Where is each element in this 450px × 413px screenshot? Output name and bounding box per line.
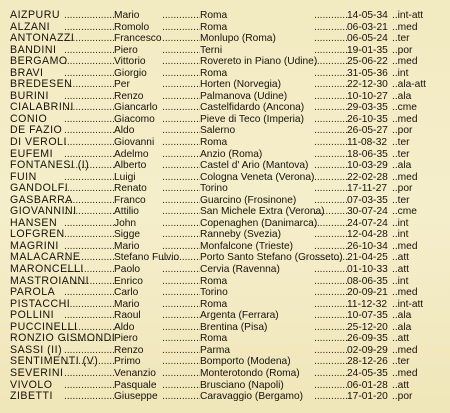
dot-leader [64,368,114,380]
player-role: ..med [392,287,418,299]
player-surname: GANDOLFI [10,182,69,195]
player-role: ..ter [392,148,410,160]
player-birthplace: Copenaghen (Danimarca) [200,217,318,229]
player-first-name: Per [114,79,130,91]
player-birth-date: 06-01-28 [347,379,388,391]
dot-leader [314,345,347,357]
player-birth-date: 24-07-24 [347,217,388,229]
dot-leader [314,218,347,230]
dot-leader [64,10,114,22]
player-birthplace: Guarcino (Frosinone) [200,194,297,206]
player-birthplace: Roma [200,10,228,21]
player-first-name: Mario [114,240,140,252]
player-birth-date: 01-10-33 [347,264,388,276]
dot-leader [162,276,200,288]
player-birth-date: 06-05-24 [347,33,388,45]
player-role: ..ala [392,90,412,102]
player-first-name: Giorgio [114,67,147,79]
player-surname: MASTROIANNI [10,274,90,287]
player-birth-date: 30-07-24 [347,206,388,218]
player-surname: ANTONAZZI [10,32,75,45]
dot-leader [314,183,347,195]
dot-leader [314,102,347,114]
dot-leader [314,79,347,91]
player-surname: ZIBETTI [10,390,53,403]
player-birth-date: 22-12-30 [347,79,388,91]
player-birth-date: 14-05-34 [347,10,388,21]
player-role: ..med [392,113,418,125]
player-birthplace: Caravaggio (Bergamo) [200,391,304,403]
player-birthplace: Roma [200,333,228,345]
player-birthplace: Brentina (Pisa) [200,321,268,333]
roster-row [10,183,450,195]
player-birth-date: 21-04-25 [347,252,388,264]
dot-leader [314,22,347,34]
dot-leader [162,10,200,22]
player-surname: GIOVANNINI [10,205,77,218]
player-birthplace: Ranneby (Svezia) [200,229,281,241]
dot-leader [64,56,114,68]
player-birth-date: 17-11-27 [347,183,388,195]
player-birth-date: 26-05-27 [347,125,388,137]
dot-leader [314,229,347,241]
player-role: ..att [392,379,409,391]
roster-row [10,287,450,299]
player-surname: BANDINI [10,43,57,56]
player-role: ..por [392,44,413,56]
player-birth-date: 17-01-20 [347,391,388,403]
dot-leader [314,276,347,288]
dot-leader [64,137,114,149]
roster-row [10,218,450,230]
roster-row [10,160,450,172]
player-surname: POLLINI [10,309,55,322]
dot-leader [162,56,200,68]
dot-leader [314,33,347,45]
player-role: ..por [392,183,413,195]
player-role: ..med [392,240,418,252]
player-surname: PAROLA [10,286,56,299]
player-first-name: Giancarlo [114,102,158,114]
player-birthplace: Salerno [200,125,236,137]
player-surname: EUFEMI [10,147,54,160]
dot-leader [314,91,347,103]
dot-leader [64,287,114,299]
player-role: ..por [392,125,413,137]
player-birthplace: Monlupo (Roma) [200,33,276,45]
player-surname: FUIN [10,170,37,183]
dot-leader [162,172,200,184]
player-role: ..med [392,56,418,68]
roster-row [10,276,450,288]
player-role: ..med [392,171,418,183]
player-first-name: Piero [114,333,138,345]
roster-row [10,206,450,218]
player-surname: RONZIO GISMONDI [10,332,116,345]
player-surname: GASBARRA [10,193,73,206]
player-surname: PUCCINELLI [10,320,78,333]
player-birth-date: 20-09-21 [347,287,388,299]
player-birthplace: Brusciano (Napoli) [200,379,284,391]
player-first-name: Carlo [114,287,139,299]
player-first-name: Aldo [114,125,135,137]
player-birthplace: San Michele Extra (Verona) [200,206,325,218]
dot-leader [314,368,347,380]
player-surname: HANSEN [10,216,58,229]
dot-leader [162,345,200,357]
player-first-name: Franco [114,194,146,206]
roster-row [10,356,450,368]
player-role: ..ala [392,310,412,322]
dot-leader [64,229,114,241]
player-first-name: Mario [114,10,140,21]
roster-row [10,33,450,45]
dot-leader [162,149,200,161]
player-first-name: Attilio [114,206,139,218]
player-surname: FONTANESI (I) [10,159,90,172]
dot-leader [162,218,200,230]
player-first-name: Romolo [114,21,150,33]
dot-leader [162,380,200,392]
player-birthplace: Argenta (Ferrara) [200,310,279,322]
dot-leader [314,299,347,311]
dot-leader [64,299,114,311]
dot-leader [314,45,347,57]
player-birthplace: Terni [200,44,223,56]
dot-leader [162,241,200,253]
player-role: ..ter [392,33,410,45]
dot-leader [162,206,200,218]
dot-leader [314,391,347,403]
dot-leader [162,287,200,299]
player-birth-date: 25-06-22 [347,56,388,68]
player-role: ..ala [392,321,412,333]
player-birth-date: 26-10-35 [347,113,388,125]
dot-leader [314,264,347,276]
player-birth-date: 22-02-28 [347,171,388,183]
roster-row [10,137,450,149]
roster-row [10,22,450,34]
player-birth-date: 24-05-35 [347,367,388,379]
player-role: ..att [392,333,409,345]
dot-leader [314,137,347,149]
roster-row [10,229,450,241]
roster-row [10,91,450,103]
dot-leader [314,287,347,299]
player-birthplace: Palmanova (Udine) [200,90,288,102]
player-role: ..med [392,344,418,356]
player-first-name: Vittorio [114,56,146,68]
player-surname: MALACARNE [10,251,81,264]
player-role: ..int [392,217,409,229]
player-first-name: Enrico [114,275,143,287]
dot-leader [64,380,114,392]
dot-leader [162,322,200,334]
player-birthplace: Cervia (Ravenna) [200,264,280,276]
player-birth-date: 19-01-35 [347,44,388,56]
dot-leader [314,310,347,322]
player-role: ..int-att [392,10,424,21]
player-birth-date: 18-06-35 [347,148,388,160]
dot-leader [162,33,200,45]
dot-leader [162,22,200,34]
dot-leader [314,172,347,184]
player-birth-date: 12-04-28 [347,229,388,241]
dot-leader [314,160,347,172]
player-first-name: Aldo [114,321,135,333]
player-surname: BURINI [10,89,49,102]
dot-leader [162,299,200,311]
roster-row [10,56,450,68]
player-role: ..med [392,21,418,33]
player-surname: PISTACCHI [10,297,71,310]
player-birthplace: Roma [200,298,228,310]
player-birthplace: Monfalcone (Trieste) [200,240,294,252]
player-surname: SASSI (II) [10,343,63,356]
player-role: ..int [392,229,409,241]
roster-row [10,114,450,126]
player-first-name: Primo [114,356,141,368]
roster-row [10,45,450,57]
player-birth-date: 31-05-36 [347,67,388,79]
player-first-name: Luigi [114,171,136,183]
player-birthplace: Horten (Norvegia) [200,79,281,91]
roster-row [10,368,450,380]
roster-row [10,79,450,91]
dot-leader [314,333,347,345]
dot-leader [162,310,200,322]
player-birthplace: Bomporto (Modena) [200,356,291,368]
player-birthplace: Torino [200,183,228,195]
player-first-name: Renzo [114,90,144,102]
player-role: ..ala-att [392,79,426,91]
player-birthplace: Roma [200,21,228,33]
player-first-name: Giuseppe [114,391,158,403]
dot-leader [64,391,114,403]
player-birth-date: 10-03-29 [347,160,388,172]
player-role: ..ter [392,137,410,149]
player-birthplace: Roma [200,275,228,287]
player-surname: MARONCELLI [10,263,84,276]
player-first-name: Renato [114,183,147,195]
player-first-name: Pasquale [114,379,157,391]
dot-leader [162,114,200,126]
player-birthplace: Anzio (Roma) [200,148,263,160]
player-birth-date: 28-12-26 [347,356,388,368]
player-first-name: Stefano Fulvio [114,252,180,264]
player-role: ..att [392,264,409,276]
player-first-name: Giovanni [114,137,155,149]
roster-row [10,10,450,22]
dot-leader [314,68,347,80]
player-surname: CIALABRINI [10,101,74,114]
player-role: ..med [392,367,418,379]
dot-leader [162,333,200,345]
player-role: ..ter [392,194,410,206]
dot-leader [314,241,347,253]
player-birthplace: Castelfidardo (Ancona) [200,102,305,114]
player-role: ..int-att [392,298,424,310]
player-birthplace: Rovereto in Piano (Udine) [200,56,318,68]
dot-leader [162,91,200,103]
player-first-name: Francesco [114,33,162,45]
player-first-name: Sigge [114,229,141,241]
player-surname: BREDESEN [10,78,73,91]
player-birth-date: 08-06-35 [347,275,388,287]
roster-row [10,68,450,80]
player-role: ..int [392,275,409,287]
dot-leader [162,79,200,91]
dot-leader [162,160,200,172]
player-surname: BERGAMO [10,55,68,68]
dot-leader [162,45,200,57]
dot-leader [162,195,200,207]
player-birthplace: Parma [200,344,231,356]
player-surname: ALZANI [10,20,51,33]
dot-leader [314,10,347,22]
player-surname: SENTIMENTI (V) [10,355,99,368]
player-roster-list [10,10,450,403]
dot-leader [314,114,347,126]
dot-leader [314,356,347,368]
player-birth-date: 25-12-20 [347,321,388,333]
player-role: ..ter [392,356,410,368]
player-birthplace: Roma [200,137,228,149]
dot-leader [162,391,200,403]
dot-leader [162,125,200,137]
roster-row [10,391,450,403]
player-birth-date: 07-03-35 [347,194,388,206]
dot-leader [162,68,200,80]
player-birth-date: 26-09-35 [347,333,388,345]
dot-leader [314,380,347,392]
player-surname: MAGRINI [10,239,59,252]
player-birthplace: Monterotondo (Roma) [200,367,300,379]
player-surname: VIVOLO [10,378,53,391]
dot-leader [64,218,114,230]
roster-row [10,172,450,184]
player-birth-date: 02-09-29 [347,344,388,356]
player-role: ..int [392,67,409,79]
player-birth-date: 06-03-21 [347,21,388,33]
player-first-name: Piero [114,44,138,56]
player-birth-date: 10-10-27 [347,90,388,102]
dot-leader [162,183,200,195]
player-first-name: Raoul [114,310,141,322]
player-birth-date: 10-07-35 [347,310,388,322]
player-role: ..att [392,252,409,264]
dot-leader [64,125,114,137]
dot-leader [64,172,114,184]
player-surname: SEVERINI [10,366,64,379]
dot-leader [64,45,114,57]
player-birthplace: Porto Santo Stefano (Grosseto) [200,252,343,264]
roster-row [10,333,450,345]
roster-row [10,125,450,137]
dot-leader [314,149,347,161]
dot-leader [162,229,200,241]
player-birthplace: Castel d' Ario (Mantova) [200,160,309,172]
player-surname: BRAVI [10,66,44,79]
player-birthplace: Roma [200,67,228,79]
dot-leader [64,114,114,126]
player-first-name: John [114,217,137,229]
player-first-name: Paolo [114,264,141,276]
dot-leader [162,264,200,276]
dot-leader [314,56,347,68]
dot-leader [314,125,347,137]
player-surname: CONIO [10,112,48,125]
player-birth-date: 11-08-32 [347,137,388,149]
player-first-name: Alberto [114,160,147,172]
player-first-name: Adelmo [114,148,149,160]
player-role: ..cme [392,206,417,218]
player-surname: DI VEROLI [10,136,67,149]
dot-leader [162,356,200,368]
player-birth-date: 29-03-35 [347,102,388,114]
roster-row [10,102,450,114]
dot-leader [162,102,200,114]
player-surname: LOFGREN [10,228,65,241]
dot-leader [314,322,347,334]
dot-leader [162,137,200,149]
player-first-name: Venanzio [114,367,156,379]
player-first-name: Mario [114,298,140,310]
player-surname: DE FAZIO [10,124,63,137]
player-role: ..ala [392,160,412,172]
player-birthplace: Cologna Veneta (Verona) [200,171,315,183]
dot-leader [162,368,200,380]
player-birthplace: Torino [200,287,228,299]
dot-leader [314,195,347,207]
roster-row [10,380,450,392]
player-birth-date: 11-12-32 [347,298,388,310]
player-birthplace: Pieve di Teco (Imperia) [200,113,304,125]
player-first-name: Renzo [114,344,144,356]
player-birth-date: 26-10-34 [347,240,388,252]
player-role: ..por [392,391,413,403]
player-role: ..cme [392,102,417,114]
player-first-name: Giacomo [114,113,155,125]
player-surname: AIZPURU [10,9,60,21]
roster-row [10,264,450,276]
roster-row [10,299,450,311]
